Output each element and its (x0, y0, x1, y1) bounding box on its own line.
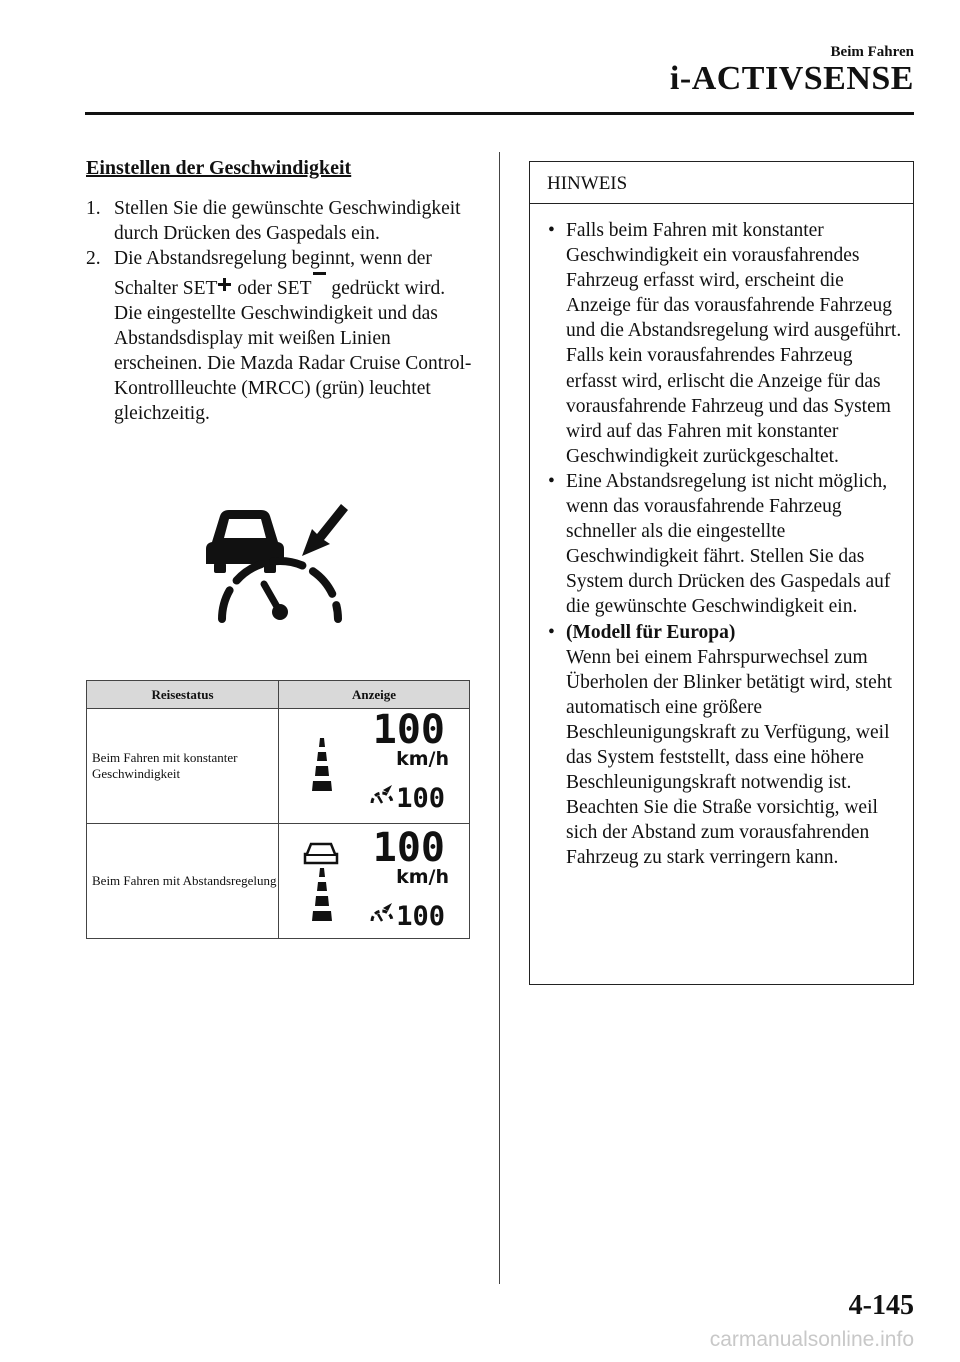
set-speed-gauge-icon (372, 903, 392, 921)
note-item (530, 620, 913, 871)
status-table (86, 680, 470, 939)
left-column (86, 157, 472, 426)
display-cell (279, 709, 470, 824)
page-number: 4-145 (848, 1290, 914, 1321)
plus-icon (217, 277, 232, 292)
table-header-row (87, 681, 470, 709)
step-text: oder SET (232, 278, 312, 299)
speed-readout: 100 (372, 709, 445, 753)
note-title: HINWEIS (547, 173, 628, 194)
step-text: Die Abstandsregelung beginnt, wenn der Schalter SET (114, 248, 432, 299)
speed-unit: km/h (396, 748, 449, 770)
step-number: 2. (86, 248, 101, 269)
note-title-rule (530, 203, 913, 204)
set-speed-readout: 100 (396, 783, 445, 814)
column-divider (499, 152, 500, 1284)
cruise-display-image (279, 709, 469, 823)
page-title: i-ACTIVSENSE (669, 60, 914, 97)
steps-list (86, 196, 472, 426)
table-row (87, 709, 470, 824)
step-text: Stellen Sie die gewünschte Geschwindigkeit durch Drücken des Gaspedals ein. (114, 198, 461, 244)
minus-icon (312, 271, 327, 286)
cruise-display-image (279, 824, 469, 938)
travel-status-cell: Beim Fahren mit Abstandsregelung (87, 824, 279, 939)
note-list (530, 218, 913, 870)
column-header-status: Reisestatus (87, 681, 279, 709)
section-label: Beim Fahren (830, 44, 914, 60)
note-text: Wenn bei einem Fahrspurwechsel zum Überholen der Blinker betätigt wird, steht automatisch eine größere Beschleunigungskraft zu Verfügung, weil das System feststellt, dass eine höhere Beschleunigungskraft notwendig ist. Beachten Sie die Straße vorsichtig, weil sich der Abstand zum vorausfahrenden Fahrzeug zu stark verringern kann. (566, 646, 892, 869)
note-model-label: (Modell für Europa) (566, 621, 736, 643)
mrcc-indicator-icon (196, 502, 354, 628)
step-item (86, 196, 472, 246)
travel-status-cell: Beim Fahren mit konstanter Geschwindigkeit (87, 709, 279, 824)
step-number: 1. (86, 198, 101, 219)
step-text: gedrückt wird. Die eingestellte Geschwindigkeit und das Abstandsdisplay mit weißen Linien erscheinen. Die Mazda Radar Cruise Control-Kontrollleuchte (MRCC) (grün) leuchtet gleichzeitig. (114, 278, 472, 424)
column-header-display: Anzeige (279, 681, 470, 709)
step-item (86, 246, 472, 426)
bullet-icon: • (548, 220, 555, 241)
bullet-icon: • (548, 621, 555, 643)
note-text: Eine Abstandsregelung ist nicht möglich, wenn das vorausfahrende Fahrzeug schneller als die eingestellte Geschwindigkeit fährt. Stellen Sie das System durch Drücken des Gaspedals auf die gewünschte Geschwindigkeit ein. (566, 470, 891, 618)
note-item (530, 469, 913, 620)
bullet-icon: • (548, 470, 555, 492)
distance-bars-icon (312, 738, 332, 791)
speed-readout: 100 (372, 825, 445, 871)
note-text: Falls beim Fahren mit konstanter Geschwindigkeit ein vorausfahrendes Fahrzeug erfasst wird, erscheint die Anzeige für das vorausfahrende Fahrzeug und die Abstandsregelung wird ausgeführt. Falls kein vorausfahrendes Fahrzeug erfasst wird, erlischt die Anzeige für das vorausfahrende Fahrzeug und das System wird auf das Fahren mit konstanter Geschwindigkeit zurückgeschaltet. (566, 220, 902, 467)
set-speed-gauge-icon (372, 785, 392, 803)
note-item (530, 218, 913, 469)
set-speed-readout: 100 (396, 901, 445, 932)
preceding-vehicle-icon (305, 844, 337, 863)
table-row (87, 824, 470, 939)
speed-unit: km/h (396, 866, 449, 888)
header-rule (85, 112, 914, 115)
watermark-site: carmanualsonline.info (709, 1328, 914, 1351)
display-cell (279, 824, 470, 939)
note-box (529, 161, 914, 985)
distance-bars-icon (312, 868, 332, 921)
section-heading: Einstellen der Geschwindigkeit (86, 157, 352, 179)
